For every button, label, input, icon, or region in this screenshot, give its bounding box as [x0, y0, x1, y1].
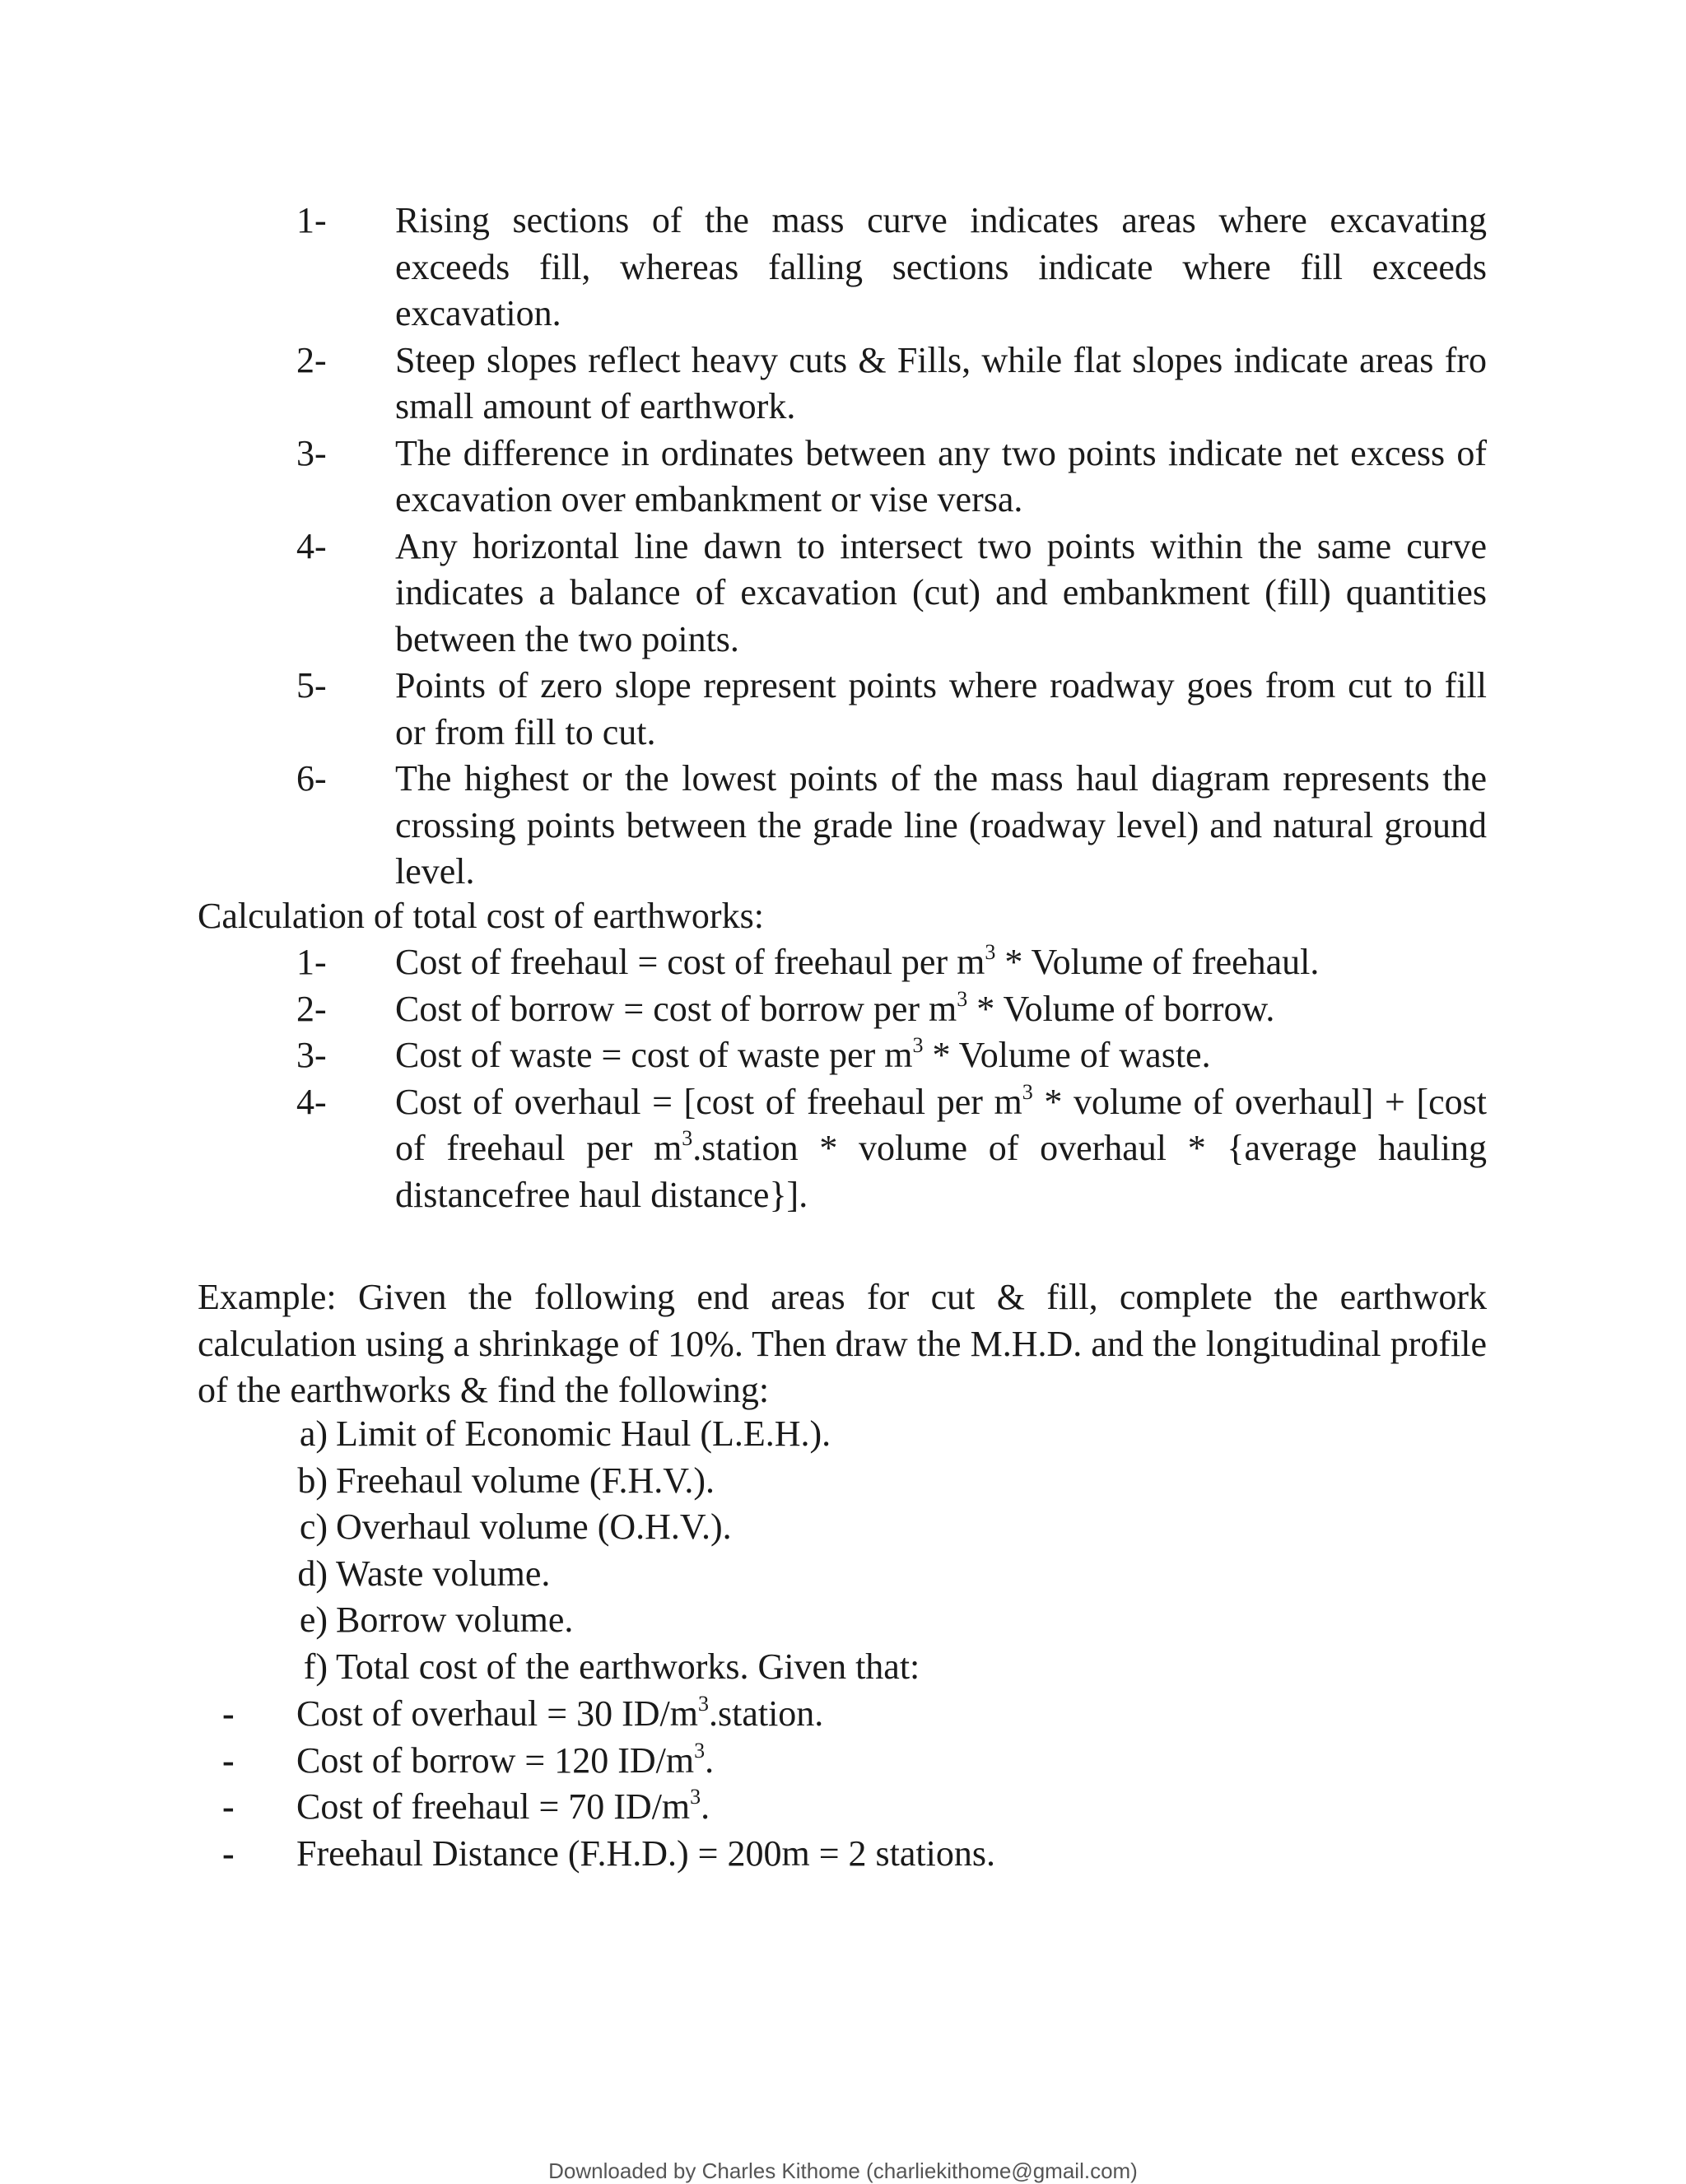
- list-item: [296, 663, 1487, 756]
- superscript: 3: [957, 986, 968, 1011]
- cost-section-heading: Calculation of total cost of earthworks:: [198, 896, 764, 936]
- list-marker: -: [222, 1693, 235, 1734]
- list-item-text: Waste volume.: [336, 1553, 551, 1594]
- list-marker: 1-: [296, 942, 327, 982]
- list-item: [222, 1784, 1487, 1831]
- list-item-text: Points of zero slope represent points where roadway goes from cut to fill or from fill to cut.: [395, 665, 1487, 752]
- superscript: 3: [694, 1738, 706, 1763]
- list-marker: e): [299, 1600, 328, 1640]
- list-marker: -: [222, 1739, 235, 1781]
- given-values-list: [222, 1691, 1487, 1877]
- list-item-text: Freehaul Distance (F.H.D.) = 200m = 2 stations.: [296, 1832, 995, 1874]
- list-item: [296, 939, 1487, 986]
- superscript: 3: [690, 1785, 701, 1809]
- list-item: [296, 756, 1487, 896]
- mass-curve-properties-list: [296, 198, 1487, 896]
- list-item-text: Cost of overhaul = 30 ID/m: [296, 1693, 698, 1734]
- download-footer: Downloaded by Charles Kithome (charliekithome@gmail.com): [548, 2158, 1138, 2183]
- list-item: [299, 1411, 1487, 1458]
- list-marker: 2-: [296, 988, 327, 1029]
- list-item-text: Limit of Economic Haul (L.E.H.).: [336, 1413, 831, 1454]
- superscript: 3: [697, 1692, 709, 1716]
- example-questions-list: [297, 1411, 1487, 1690]
- list-item-text: Any horizontal line dawn to intersect two points within the same curve indicates a balance of excavation (cut) and embankment (fill) quantities between the two points.: [395, 525, 1487, 659]
- list-item: [303, 1644, 1487, 1691]
- formula-text: Cost of borrow = cost of borrow per m: [395, 988, 957, 1029]
- list-marker: c): [299, 1506, 328, 1547]
- formula-text: Cost of overhaul = [cost of freehaul per m: [395, 1081, 1022, 1122]
- list-marker: 4-: [296, 525, 327, 566]
- list-item: [296, 524, 1487, 664]
- list-marker: 4-: [296, 1081, 327, 1122]
- list-marker: -: [222, 1786, 235, 1827]
- list-item-text: Cost of borrow = 120 ID/m: [296, 1739, 695, 1781]
- list-item-text: Steep slopes reflect heavy cuts & Fills, while flat slopes indicate areas fro small amount of earthwork.: [395, 339, 1487, 426]
- list-marker: -: [222, 1832, 235, 1874]
- list-item-text: .: [701, 1786, 710, 1827]
- list-marker: b): [297, 1460, 328, 1501]
- list-marker: 2-: [296, 339, 327, 380]
- list-item-text: .: [705, 1739, 715, 1781]
- superscript: 3: [985, 940, 996, 964]
- formula-text: * volume of overhaul] + [cost of freehaul per m: [395, 1081, 1487, 1168]
- list-item-text: Freehaul volume (F.H.V.).: [336, 1460, 715, 1501]
- list-item: [297, 1458, 1487, 1505]
- formula-text: * Volume of borrow.: [967, 988, 1275, 1029]
- list-item: [222, 1738, 1487, 1785]
- list-marker: 6-: [296, 758, 327, 799]
- list-item: [296, 1032, 1487, 1079]
- list-item-text: Borrow volume.: [336, 1600, 574, 1640]
- list-item-text: The difference in ordinates between any two points indicate net excess of excavation over embankment or vise versa.: [395, 432, 1487, 519]
- list-item: [296, 338, 1487, 431]
- list-item-text: Cost of freehaul = 70 ID/m: [296, 1786, 691, 1827]
- list-item: [222, 1691, 1487, 1738]
- superscript: 3: [912, 1033, 924, 1057]
- list-marker: 1-: [296, 200, 327, 240]
- list-marker: a): [299, 1413, 328, 1454]
- list-item: [296, 986, 1487, 1033]
- list-item: [299, 1504, 1487, 1551]
- superscript: 3: [1022, 1079, 1033, 1104]
- formula-text: Cost of freehaul = cost of freehaul per m: [395, 942, 985, 982]
- superscript: 3: [682, 1126, 693, 1150]
- list-item: [299, 1597, 1487, 1644]
- list-item: [296, 431, 1487, 524]
- list-item-text: .station.: [708, 1693, 824, 1734]
- list-item: [296, 1079, 1487, 1219]
- formula-text: * Volume of freehaul.: [995, 942, 1320, 982]
- list-marker: 5-: [296, 665, 327, 705]
- formula-text: Cost of waste = cost of waste per m: [395, 1035, 913, 1075]
- example-paragraph: Example: Given the following end areas for cut & fill, complete the earthwork calculation using a shrinkage of 10%. Then draw the M.H.D. and the longitudinal profile of the earthworks & find the following:: [198, 1277, 1487, 1410]
- formula-text: * Volume of waste.: [923, 1035, 1211, 1075]
- list-item-text: Overhaul volume (O.H.V.).: [336, 1506, 732, 1547]
- cost-formulas-list: [296, 939, 1487, 1218]
- list-marker: f): [303, 1646, 328, 1687]
- list-marker: 3-: [296, 432, 327, 473]
- list-item: [297, 1551, 1487, 1598]
- list-item: [222, 1831, 1487, 1878]
- list-item: [296, 198, 1487, 338]
- list-marker: 3-: [296, 1035, 327, 1075]
- formula-text: .station * volume of overhaul * {average hauling distancefree haul distance}].: [395, 1128, 1487, 1215]
- list-item-text: Rising sections of the mass curve indicates areas where excavating exceeds fill, whereas falling sections indicate where fill exceeds excavation.: [395, 200, 1487, 333]
- list-marker: d): [297, 1553, 328, 1594]
- list-item-text: Total cost of the earthworks. Given that:: [336, 1646, 920, 1687]
- list-item-text: The highest or the lowest points of the mass haul diagram represents the crossing points between the grade line (roadway level) and natural ground level.: [395, 758, 1487, 892]
